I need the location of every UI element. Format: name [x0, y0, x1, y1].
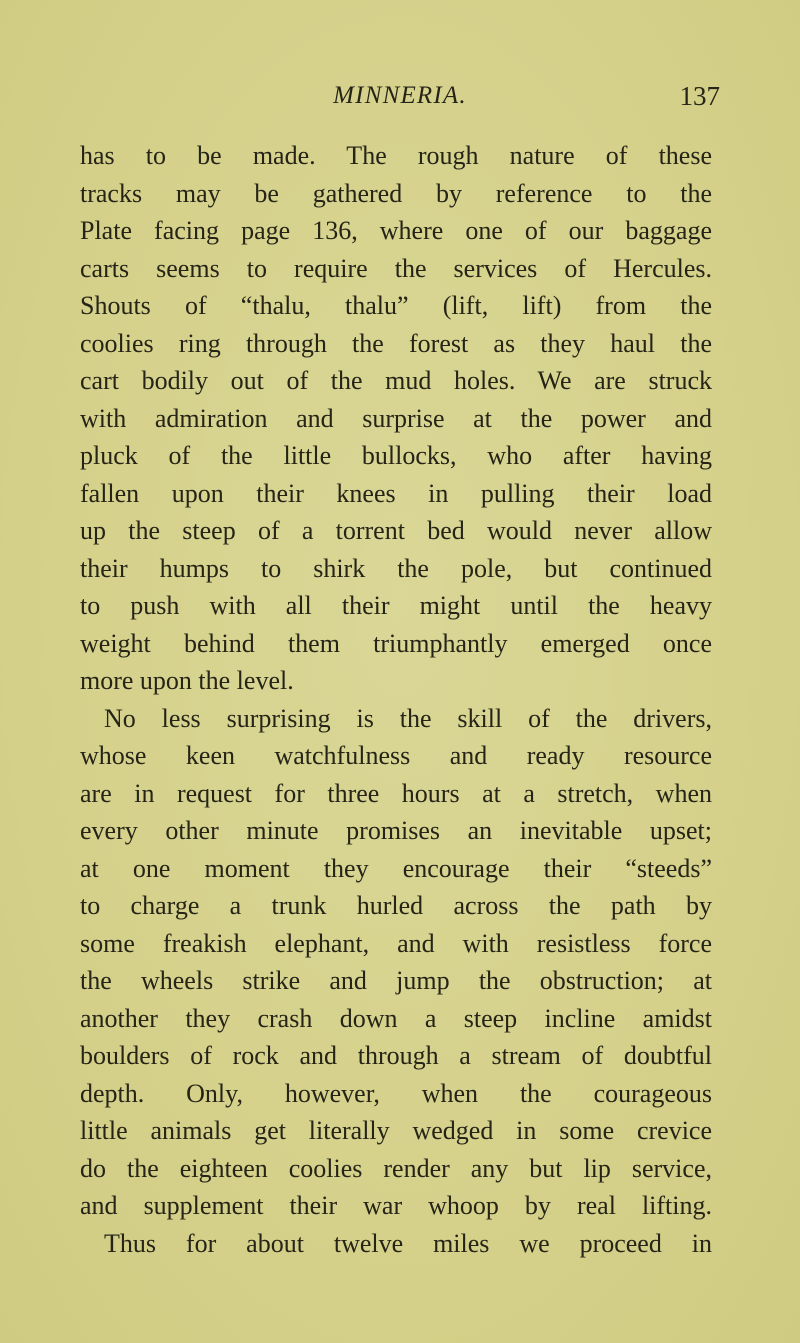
body-text — [80, 137, 712, 1262]
text-line: and supplement their war whoop by real lifting. — [80, 1191, 712, 1220]
text-line: Plate facing page 136, where one of our baggage — [80, 216, 712, 245]
running-head — [80, 76, 720, 116]
text-line: has to be made. The rough nature of these — [80, 141, 712, 170]
text-line: to charge a trunk hurled across the path by — [80, 891, 712, 920]
text-line: Shouts of “thalu, thalu” (lift, lift) from the — [80, 291, 712, 320]
text-line: do the eighteen coolies render any but lip service, — [80, 1153, 712, 1183]
text-line: more upon the level. — [80, 666, 294, 695]
text-line: with admiration and surprise at the power and — [80, 403, 712, 433]
text-line: are in request for three hours at a stretch, when — [80, 778, 712, 808]
text-line: whose keen watchfulness and ready resource — [80, 741, 712, 770]
paragraph-1 — [80, 137, 712, 700]
text-line: weight behind them triumphantly emerged once — [80, 628, 712, 658]
text-line: the wheels strike and jump the obstruction; at — [80, 966, 712, 995]
text-line: boulders of rock and through a stream of doubtful — [80, 1041, 712, 1070]
text-line: little animals get literally wedged in some crevice — [80, 1116, 712, 1145]
text-line: some freakish elephant, and with resistless force — [80, 928, 712, 958]
paragraph-2 — [80, 700, 712, 1263]
text-line: No less surprising is the skill of the drivers, — [104, 703, 712, 733]
text-line: carts seems to require the services of Hercules. — [80, 253, 712, 283]
text-line: up the steep of a torrent bed would never allow — [80, 516, 712, 545]
text-line: their humps to shirk the pole, but continued — [80, 553, 712, 583]
text-line: coolies ring through the forest as they haul the — [80, 328, 712, 358]
text-line: to push with all their might until the heavy — [80, 591, 712, 620]
text-line: every other minute promises an inevitable upset; — [80, 816, 712, 845]
text-line: pluck of the little bullocks, who after having — [80, 441, 712, 470]
text-line: depth. Only, however, when the courageous — [80, 1078, 712, 1108]
page-number: 137 — [679, 81, 720, 111]
text-line: Thus for about twelve miles we proceed in — [104, 1228, 712, 1258]
text-line: tracks may be gathered by reference to the — [80, 178, 712, 208]
text-line: fallen upon their knees in pulling their load — [80, 478, 712, 508]
text-line: at one moment they encourage their “steeds” — [80, 853, 712, 883]
running-title: MINNERIA. — [333, 82, 467, 109]
text-line: another they crash down a steep incline amidst — [80, 1003, 712, 1033]
text-line: cart bodily out of the mud holes. We are struck — [80, 366, 712, 395]
